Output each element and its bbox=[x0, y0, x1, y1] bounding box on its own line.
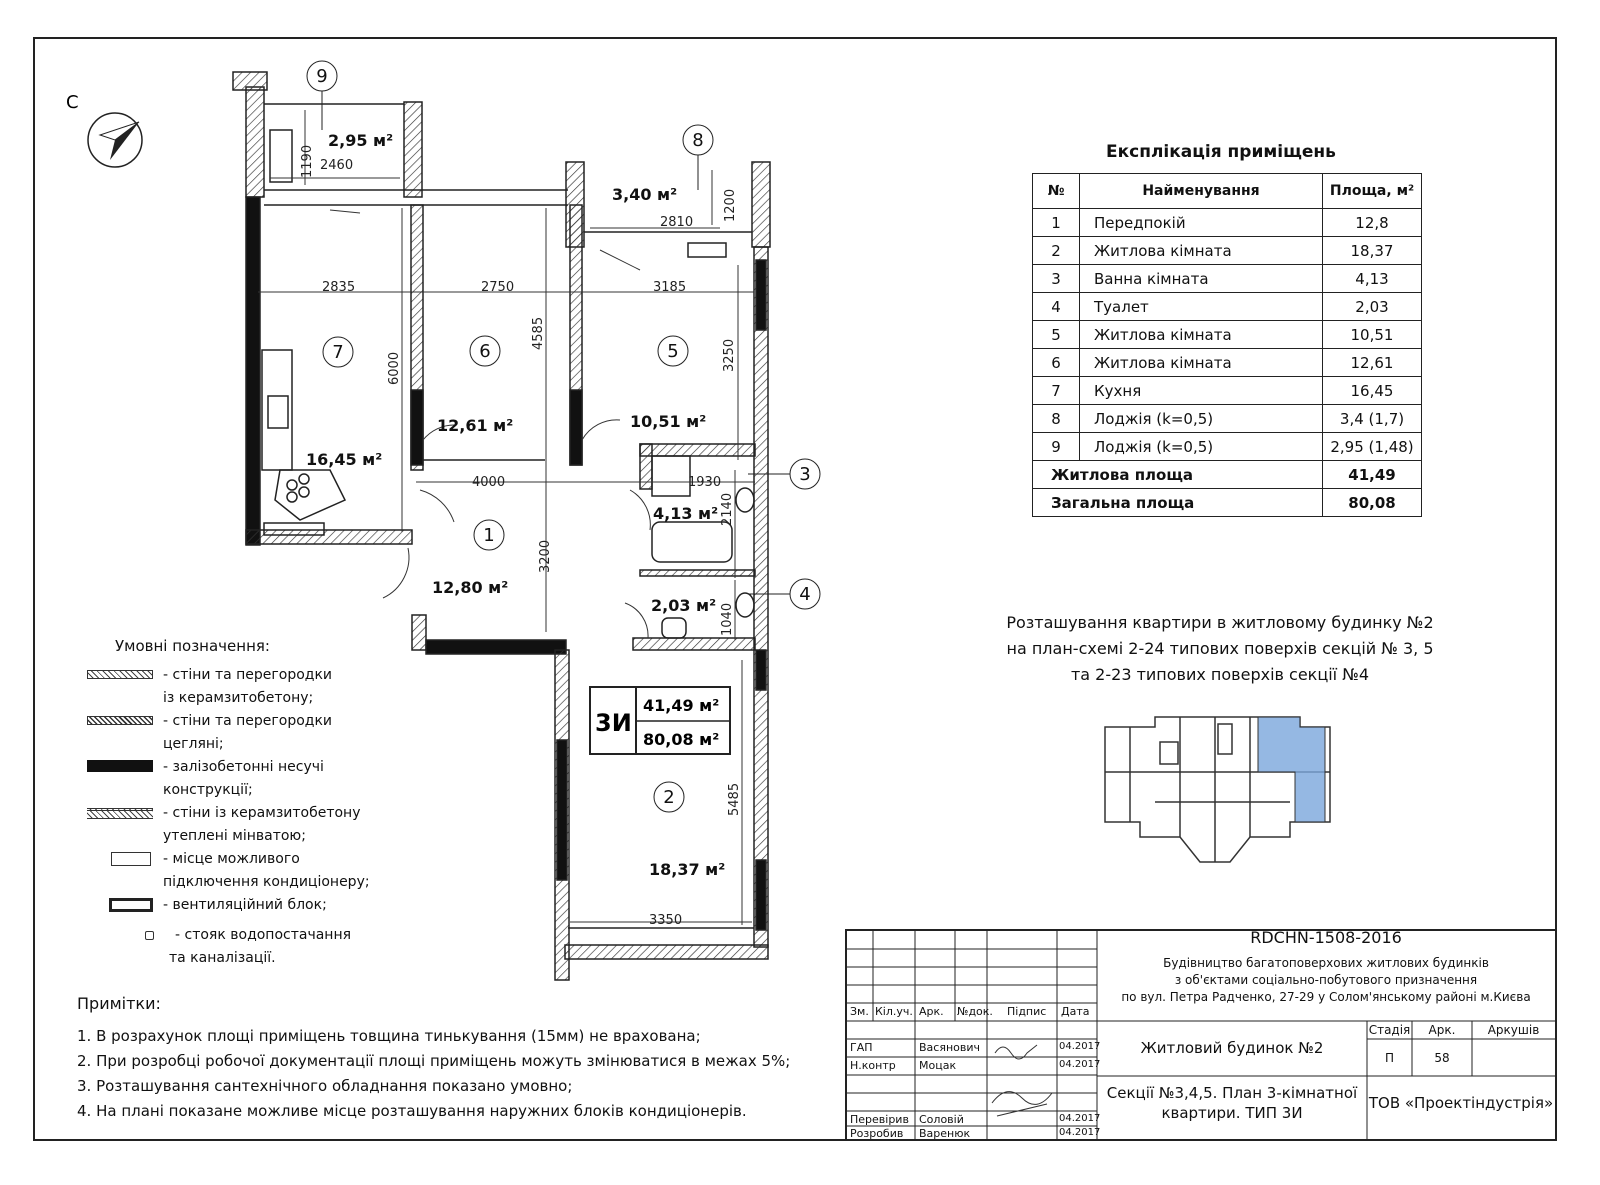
stage-header: Стадія bbox=[1368, 1023, 1411, 1037]
table-row bbox=[1033, 237, 1422, 265]
room-marker-7 bbox=[323, 337, 353, 367]
dim-2140: 2140 bbox=[720, 492, 735, 526]
note-4: 4. На плані показане можливе місце розташування наружних блоків кондиціонерів. bbox=[77, 1102, 747, 1120]
living-area-label: Житлова площа bbox=[1033, 461, 1323, 489]
legend-text: утеплені мінватою; bbox=[163, 828, 306, 844]
legend-text: із керамзитобетону; bbox=[163, 690, 314, 706]
note-3: 3. Розташування сантехнічного обладнання показано умовно; bbox=[77, 1077, 573, 1095]
company-name: ТОВ «Проектіндустрія» bbox=[1368, 1094, 1554, 1112]
table-row bbox=[1033, 349, 1422, 377]
type-total-area: 80,08 м² bbox=[643, 730, 720, 749]
living-area-row bbox=[1033, 461, 1422, 489]
signature-soloviy bbox=[992, 1092, 1052, 1116]
room-area-7: 16,45 м² bbox=[306, 450, 383, 469]
date-developed: 04.2017 bbox=[1059, 1127, 1101, 1138]
col-area: Площа, м² bbox=[1323, 174, 1422, 209]
cell-num: 9 bbox=[1033, 433, 1080, 461]
dim-4585: 4585 bbox=[531, 316, 546, 350]
name-checked: Соловій bbox=[919, 1113, 964, 1126]
room-marker-1 bbox=[474, 520, 504, 550]
sheet-value: 58 bbox=[1434, 1051, 1450, 1065]
svg-text:7: 7 bbox=[332, 342, 344, 363]
dim-1190: 1190 bbox=[300, 144, 315, 178]
role-checked: Перевірив bbox=[850, 1113, 909, 1126]
cell-num: 6 bbox=[1033, 349, 1080, 377]
dim-2750: 2750 bbox=[481, 280, 515, 295]
date-checked: 04.2017 bbox=[1059, 1113, 1101, 1124]
stage-value: П bbox=[1384, 1051, 1395, 1065]
dim-3250: 3250 bbox=[722, 338, 737, 372]
room-marker-3 bbox=[790, 459, 820, 489]
cell-num: 1 bbox=[1033, 209, 1080, 237]
role-developed: Розробив bbox=[850, 1127, 904, 1140]
date-ncontrol: 04.2017 bbox=[1059, 1059, 1101, 1070]
svg-text:1: 1 bbox=[483, 525, 495, 546]
note-1: 1. В розрахунок площі приміщень товщина тинькування (15мм) не врахована; bbox=[77, 1027, 701, 1045]
cell-area: 3,4 (1,7) bbox=[1323, 405, 1422, 433]
table-header-row bbox=[1033, 174, 1422, 209]
cell-num: 8 bbox=[1033, 405, 1080, 433]
legend-text: - місце можливого bbox=[163, 851, 300, 867]
svg-text:5: 5 bbox=[667, 341, 679, 362]
name-developed: Варенюк bbox=[919, 1127, 971, 1140]
cell-area: 12,8 bbox=[1323, 209, 1422, 237]
name-gap: Васянович bbox=[919, 1041, 981, 1054]
col-name: Найменування bbox=[1080, 174, 1323, 209]
sheet-header: Арк. bbox=[1428, 1023, 1456, 1037]
cell-name: Ванна кімната bbox=[1080, 265, 1323, 293]
room-area-8: 3,40 м² bbox=[612, 185, 678, 204]
cell-num: 4 bbox=[1033, 293, 1080, 321]
project-line-1: Будівництво багатоповерхових житлових будинків bbox=[1163, 956, 1489, 970]
cell-area: 10,51 bbox=[1323, 321, 1422, 349]
name-ncontrol: Моцак bbox=[919, 1059, 957, 1072]
svg-text:4: 4 bbox=[799, 584, 811, 605]
cell-area: 16,45 bbox=[1323, 377, 1422, 405]
north-arrow bbox=[66, 92, 142, 167]
legend-text: - вентиляційний блок; bbox=[163, 897, 327, 913]
dim-6000: 6000 bbox=[387, 351, 402, 385]
col-doc: №док. bbox=[957, 1005, 993, 1018]
legend-text: підключення кондиціонеру; bbox=[163, 874, 370, 890]
svg-text:6: 6 bbox=[479, 341, 491, 362]
svg-text:8: 8 bbox=[692, 130, 704, 151]
dim-1200: 1200 bbox=[723, 188, 738, 222]
title-block bbox=[845, 929, 1555, 1141]
project-line-3: по вул. Петра Радченко, 27-29 у Солом'янському районі м.Києва bbox=[1121, 990, 1531, 1004]
col-date: Дата bbox=[1061, 1005, 1090, 1018]
dim-2835: 2835 bbox=[322, 280, 356, 295]
room-area-3: 4,13 м² bbox=[653, 504, 719, 523]
cell-area: 18,37 bbox=[1323, 237, 1422, 265]
sheet-title-line-1: Секції №3,4,5. План 3-кімнатної bbox=[1106, 1084, 1358, 1102]
legend-title: Умовні позначення: bbox=[115, 637, 270, 655]
total-area-row bbox=[1033, 489, 1422, 517]
table-row bbox=[1033, 377, 1422, 405]
room-marker-4 bbox=[790, 579, 820, 609]
ceramsite-wall-swatch bbox=[87, 670, 153, 679]
type-code: 3И bbox=[595, 709, 632, 737]
dim-5485: 5485 bbox=[727, 782, 742, 816]
sheet-title-line-2: квартири. ТИП 3И bbox=[1161, 1104, 1303, 1122]
room-area-2: 18,37 м² bbox=[649, 860, 726, 879]
svg-text:2: 2 bbox=[663, 787, 675, 808]
legend-text: - стояк водопостачання bbox=[175, 927, 352, 943]
col-num: № bbox=[1033, 174, 1080, 209]
room-area-6: 12,61 м² bbox=[437, 416, 514, 435]
cell-name: Кухня bbox=[1080, 377, 1323, 405]
project-line-2: з об'єктами соціально-побутового призначення bbox=[1174, 973, 1478, 987]
room-marker-9 bbox=[307, 61, 337, 91]
total-area-value: 80,08 bbox=[1323, 489, 1422, 517]
col-signature: Підпис bbox=[1007, 1005, 1047, 1018]
cell-name: Лоджія (k=0,5) bbox=[1080, 405, 1323, 433]
type-badge bbox=[590, 687, 730, 754]
dim-3350: 3350 bbox=[649, 913, 683, 928]
table-row bbox=[1033, 209, 1422, 237]
cell-area: 12,61 bbox=[1323, 349, 1422, 377]
legend-item-ceramsite-walls bbox=[87, 664, 332, 710]
note-2: 2. При розробці робочої документації площі приміщень можуть змінюватися в межах 5%; bbox=[77, 1052, 791, 1070]
location-line-3: та 2-23 типових поверхів секції №4 bbox=[1070, 665, 1370, 684]
table-row bbox=[1033, 265, 1422, 293]
legend-text: - стіни та перегородки bbox=[163, 713, 333, 729]
brick-wall-swatch bbox=[87, 716, 153, 725]
cell-name: Передпокій bbox=[1080, 209, 1323, 237]
cell-name: Житлова кімната bbox=[1080, 321, 1323, 349]
ac-icon bbox=[111, 852, 151, 866]
col-count: Кіл.уч. bbox=[875, 1005, 913, 1018]
dim-1930: 1930 bbox=[688, 475, 722, 490]
total-area-label: Загальна площа bbox=[1033, 489, 1323, 517]
table-row bbox=[1033, 433, 1422, 461]
location-line-2: на план-схемі 2-24 типових поверхів секцій № 3, 5 bbox=[1006, 639, 1434, 658]
legend-text: - залізобетонні несучі bbox=[163, 759, 324, 775]
document-code: RDCHN-1508-2016 bbox=[1250, 928, 1402, 947]
dim-2460: 2460 bbox=[320, 158, 354, 173]
cell-name: Туалет bbox=[1080, 293, 1323, 321]
legend-item-riser bbox=[87, 924, 351, 970]
cell-name: Житлова кімната bbox=[1080, 237, 1323, 265]
date-gap: 04.2017 bbox=[1059, 1041, 1101, 1052]
room-area-5: 10,51 м² bbox=[630, 412, 707, 431]
col-change: Зм. bbox=[850, 1005, 869, 1018]
legend-item-brick-walls bbox=[87, 710, 332, 756]
concrete-swatch bbox=[87, 760, 153, 772]
cell-num: 5 bbox=[1033, 321, 1080, 349]
dim-3185: 3185 bbox=[653, 280, 687, 295]
living-area-value: 41,49 bbox=[1323, 461, 1422, 489]
dim-4000: 4000 bbox=[472, 475, 506, 490]
sheets-header: Аркушів bbox=[1487, 1023, 1540, 1037]
explication-table bbox=[1032, 173, 1422, 517]
room-marker-2 bbox=[654, 782, 684, 812]
explication-title: Експлікація приміщень bbox=[1106, 142, 1336, 162]
legend-item-vent-block bbox=[87, 894, 327, 917]
col-sheet: Арк. bbox=[919, 1005, 944, 1018]
cell-num: 3 bbox=[1033, 265, 1080, 293]
dim-3200: 3200 bbox=[538, 539, 553, 573]
table-row bbox=[1033, 321, 1422, 349]
role-gap: ГАП bbox=[850, 1041, 873, 1054]
riser-icon bbox=[145, 931, 154, 940]
cell-name: Житлова кімната bbox=[1080, 349, 1323, 377]
table-row bbox=[1033, 405, 1422, 433]
room-area-9: 2,95 м² bbox=[328, 131, 394, 150]
room-area-1: 12,80 м² bbox=[432, 578, 509, 597]
cell-num: 7 bbox=[1033, 377, 1080, 405]
legend-text: - стіни та перегородки bbox=[163, 667, 333, 683]
role-ncontrol: Н.контр bbox=[850, 1059, 896, 1072]
north-label: С bbox=[66, 92, 79, 113]
building-key-plan bbox=[1100, 712, 1340, 872]
notes-title: Примітки: bbox=[77, 994, 161, 1013]
legend-item-concrete bbox=[87, 756, 324, 802]
vent-block-icon bbox=[109, 898, 153, 912]
legend-text: цегляні; bbox=[163, 736, 224, 752]
table-row bbox=[1033, 293, 1422, 321]
type-living-area: 41,49 м² bbox=[643, 696, 720, 715]
location-caption bbox=[960, 610, 1480, 688]
cell-area: 4,13 bbox=[1323, 265, 1422, 293]
legend-item-ac-place bbox=[87, 848, 370, 894]
cell-area: 2,95 (1,48) bbox=[1323, 433, 1422, 461]
building-name: Житловий будинок №2 bbox=[1140, 1039, 1324, 1057]
dim-2810: 2810 bbox=[660, 215, 694, 230]
cell-name: Лоджія (k=0,5) bbox=[1080, 433, 1323, 461]
svg-text:3: 3 bbox=[799, 464, 811, 485]
cell-area: 2,03 bbox=[1323, 293, 1422, 321]
cell-num: 2 bbox=[1033, 237, 1080, 265]
legend-item-insulated-walls bbox=[87, 802, 361, 848]
insulated-wall-swatch bbox=[87, 808, 153, 819]
svg-text:9: 9 bbox=[316, 66, 328, 87]
room-marker-8 bbox=[683, 125, 713, 155]
location-line-1: Розташування квартири в житловому будинку №2 bbox=[1006, 613, 1434, 632]
legend-text: конструкції; bbox=[163, 782, 253, 798]
room-marker-6 bbox=[470, 336, 500, 366]
dim-1040: 1040 bbox=[720, 602, 735, 636]
room-marker-5 bbox=[658, 336, 688, 366]
room-area-4: 2,03 м² bbox=[651, 596, 717, 615]
legend-text: та каналізації. bbox=[169, 950, 276, 966]
legend-text: - стіни із керамзитобетону bbox=[163, 805, 361, 821]
